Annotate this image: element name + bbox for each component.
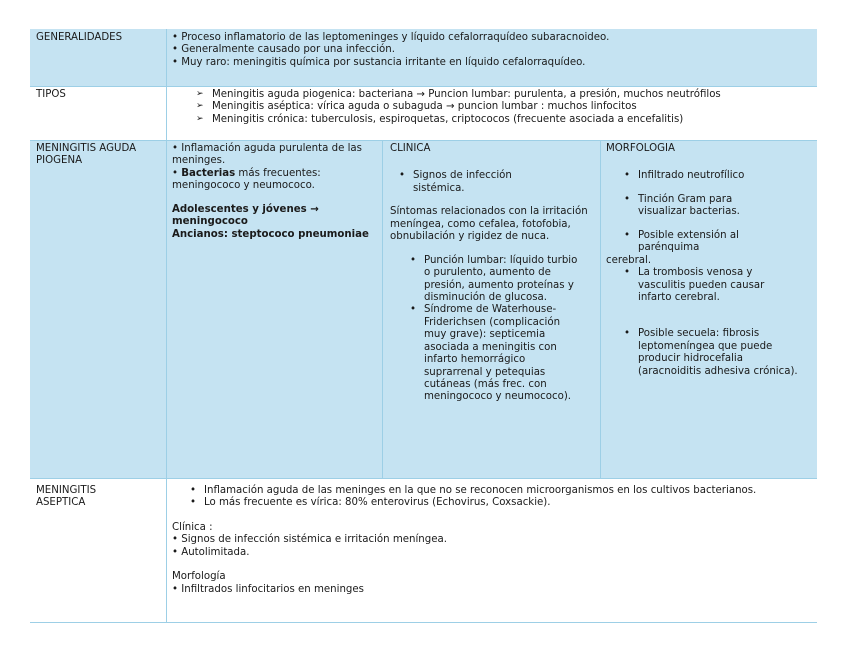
piogena-adolescentes: Adolescentes y jóvenes → meningococo [172,203,319,228]
tipos-content [196,89,821,126]
aseptica-morfologia-header: Morfología [172,571,226,583]
morfologia-item: • Infiltrado neutrofílico [618,170,798,182]
row-piogena [30,141,817,478]
aseptica-content [172,485,812,596]
generalidades-line: • Muy raro: meningitis química por sustancia irritante en líquido cefalorraquídeo. [172,56,586,68]
label-column-divider [166,29,167,623]
generalidades-content [172,32,812,69]
row-aseptica [30,479,817,622]
tipos-item: ➢ Meningitis aséptica: vírica aguda o subaguda → puncion lumbar : muchos linfocitos [196,101,821,113]
morfologia-item: • Posible extensión al parénquima [618,230,778,255]
morfologia-header: MORFOLOGIA [606,143,675,154]
aseptica-clinica-line: • Autolimitada. [172,546,250,558]
row-tipos [30,87,817,140]
generalidades-line: • Proceso inflamatorio de las leptomeninges y líquido cefalorraquídeo subaracnoideo. [172,32,610,43]
clinica-item: • Punción lumbar: líquido turbio o purulento, aumento de presión, aumento proteínas y disminución de glucosa. [404,255,584,305]
clinica-header: CLINICA [390,143,431,154]
clinica-item: • Síndrome de Waterhouse-Friderichsen (complicación muy grave): septicemia asociada a meningitis con infarto hemorrágico suprarrenal y petequias cutáneas (más frec. con meningococo y neumococo). [404,304,584,404]
morfologia-list-2 [618,267,798,378]
column-divider [382,141,383,478]
aseptica-clinica-header: Clínica : [172,521,213,533]
morfologia-cerebral: cerebral. [606,254,652,266]
row-label-piogena: MENINGITIS AGUDA PIOGENA [36,143,137,167]
row-label-generalidades: GENERALIDADES [36,32,123,43]
morfologia-column [606,143,812,378]
aseptica-item: • Inflamación aguda de las meninges en la que no se reconocen microorganismos en los cultivos bacterianos. [184,485,784,497]
morfologia-list [618,170,798,254]
bacterias-text: más frecuentes: meningococo y neumococo. [172,167,321,192]
morfologia-item: • La trombosis venosa y vasculitis pueden causar infarto cerebral. [618,267,793,304]
piogena-ancianos: Ancianos: steptococo pneumoniae [172,228,369,240]
bacterias-bold: Bacterias [181,167,236,179]
row-label-aseptica: MENINGITIS ASEPTICA [36,485,97,509]
clinica-sintomas: Síntomas relacionados con la irritación meníngea, como cefalea, fotofobia, obnubilación y rigidez de nuca. [390,206,588,243]
aseptica-item: • Lo más frecuente es vírica: 80% enterovirus (Echovirus, Coxsackie). [184,497,784,509]
tipos-item: ➢ Meningitis crónica: tuberculosis, espiroquetas, criptococos (frecuente asociada a encefalitis) [196,114,821,126]
piogena-bacterias: • Bacterias más frecuentes: meningococo y neumococo. [172,167,321,192]
aseptica-morfologia-line: • Infiltrados linfocitarios en meninges [172,583,364,595]
row-generalidades [30,29,817,86]
morfologia-item: • Tinción Gram para visualizar bacterias. [618,194,778,219]
morfologia-item: • Posible secuela: fibrosis leptomeníngea que puede producir hidrocefalia (aracnoiditis adhesiva crónica). [618,328,808,378]
aseptica-clinica-line: • Signos de infección sistémica e irritación meníngea. [172,534,447,546]
piogena-inflamacion: • Inflamación aguda purulenta de las meninges. [172,143,362,167]
clinica-signos-list [393,170,543,195]
clinica-column [390,143,598,404]
row-label-tipos: TIPOS [36,89,66,100]
aseptica-list [184,485,784,510]
table-bottom-border [30,622,817,623]
piogena-summary [172,143,380,241]
clinica-list [404,255,584,404]
generalidades-line: • Generalmente causado por una infección. [172,44,395,56]
tipos-item: ➢ Meningitis aguda piogenica: bacteriana → Puncion lumbar: purulenta, a presión, muchos neutrófilos [196,89,821,101]
column-divider [600,141,601,478]
clinica-signos: • Signos de infección sistémica. [393,170,543,195]
